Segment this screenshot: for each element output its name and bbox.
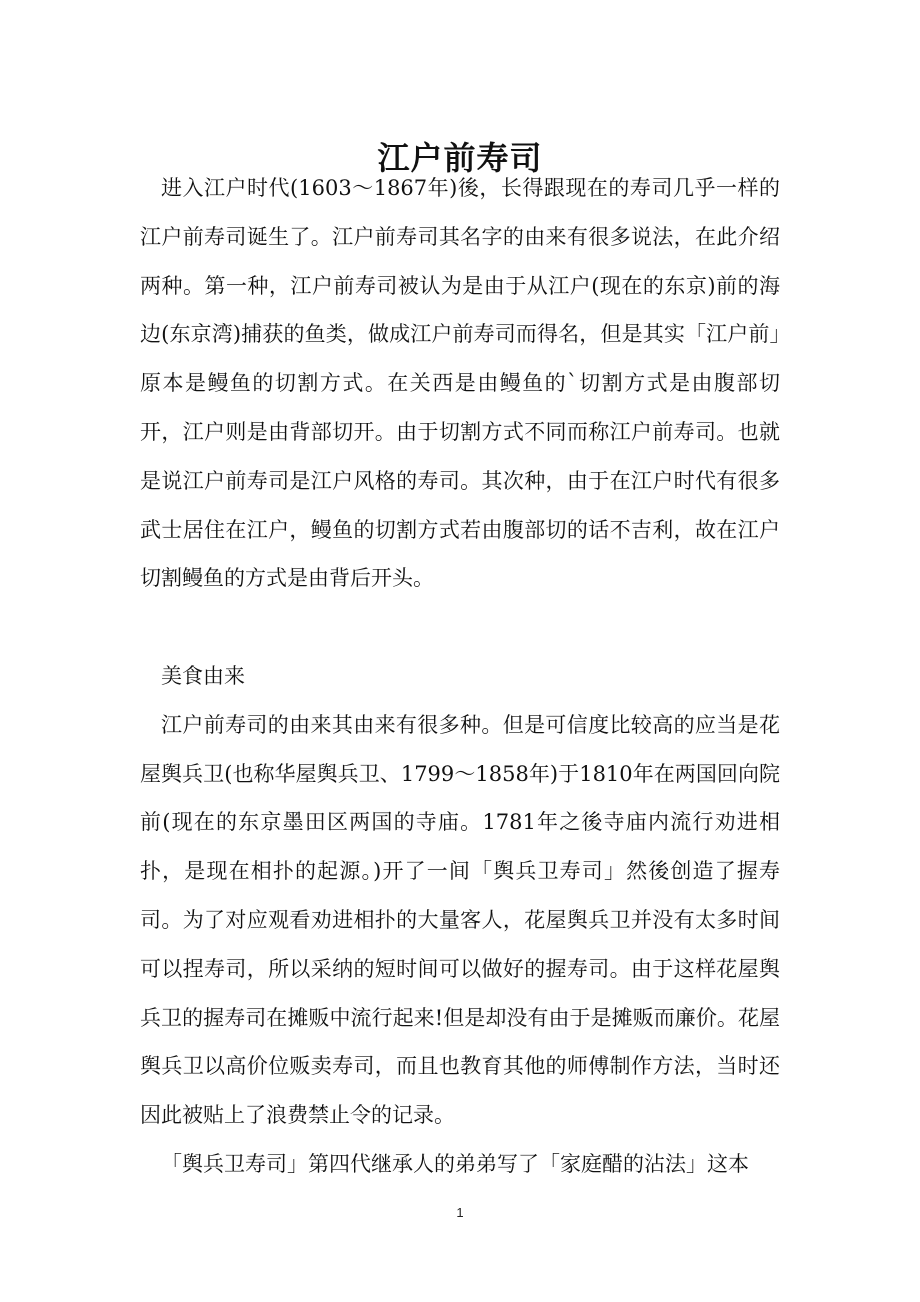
section-heading: 美食由来 — [161, 663, 245, 688]
page-number: 1 — [456, 1205, 464, 1220]
document-body — [140, 164, 780, 1189]
paragraph-edo-origin: 进入江户时代(1603～1867年)後，长得跟现在的寿司几乎一样的江户前寿司诞生了。江户前寿司其名字的由来有很多说法，在此介绍两种。第一种，江户前寿司被认为是由于从江户(现在的东京)前的海边(东京湾)捕获的鱼类，做成江户前寿司而得名，但是其实「江户前」原本是鳗鱼的切割方式。在关西是由鳗鱼的`切割方式是由腹部切开，江户则是由背部切开。由于切割方式不同而称江户前寿司。也就是说江户前寿司是江户风格的寿司。其次种，由于在江户时代有很多武士居住在江户，鳗鱼的切割方式若由腹部切的话不吉利，故在江户切割鳗鱼的方式是由背后开头。 — [140, 176, 780, 591]
paragraph-history: 江户前寿司的由来其由来有很多种。但是可信度比较高的应当是花屋舆兵卫(也称华屋舆兵卫、1799～1858年)于1810年在两国回向院前(现在的东京墨田区两国的寺庙。1781年之後寺庙内流行劝进相扑，是现在相扑的起源。)开了一间「舆兵卫寿司」然後创造了握寿司。为了对应观看劝进相扑的大量客人，花屋舆兵卫并没有太多时间可以捏寿司，所以采纳的短时间可以做好的握寿司。由于这样花屋舆兵卫的握寿司在摊贩中流行起来!但是却没有由于是摊贩而廉价。花屋舆兵卫以高价位贩卖寿司，而且也教育其他的师傅制作方法，当时还因此被贴上了浪费禁止令的记录。 — [140, 712, 780, 1128]
paragraph-spacer — [140, 603, 780, 652]
document-title: 江户前寿司 — [377, 139, 543, 178]
paragraph-continuation: 「舆兵卫寿司」第四代继承人的弟弟写了「家庭醋的沾法」这本 — [161, 1151, 749, 1176]
